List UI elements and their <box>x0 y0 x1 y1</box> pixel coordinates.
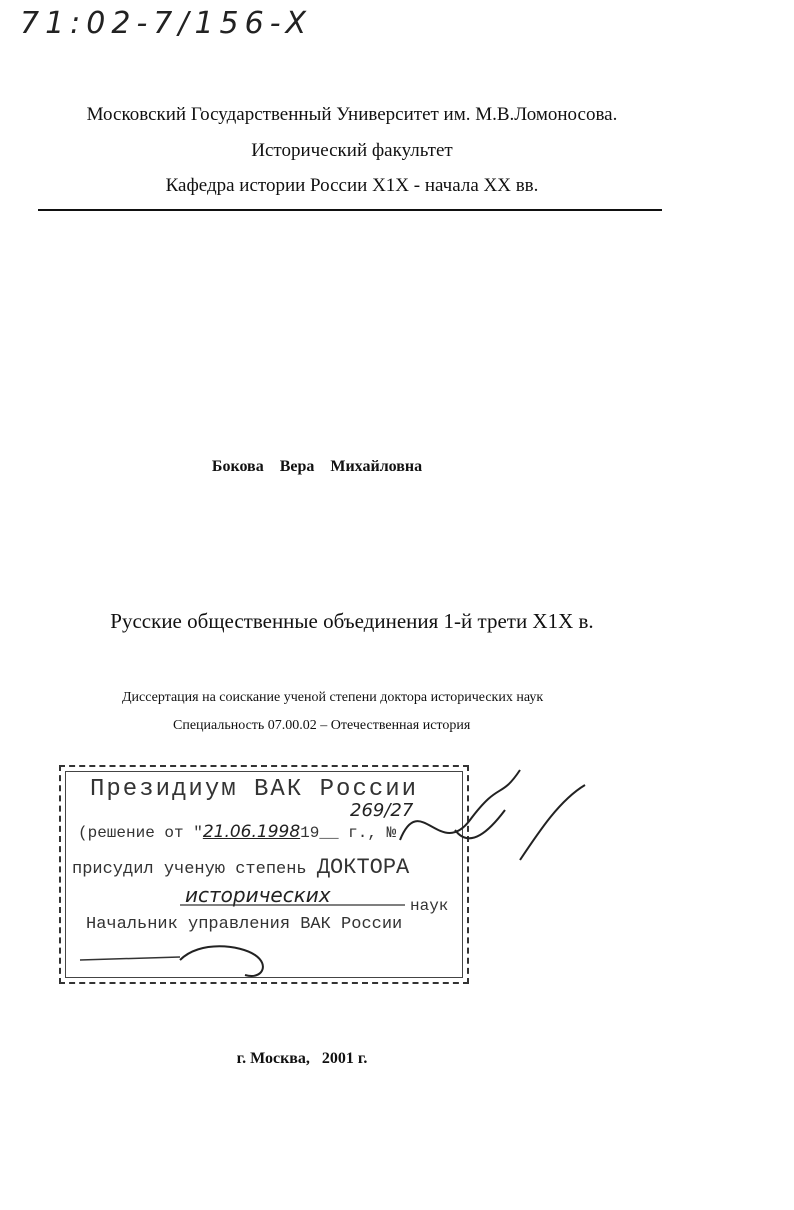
signature-stroke-main <box>400 770 520 840</box>
department-name: Кафедра истории России Х1Х - начала ХХ вв. <box>165 175 539 196</box>
archive-code: 71:02-7/156-X <box>20 6 313 41</box>
place-date: г. Москва, 2001 г. <box>236 1050 368 1067</box>
faculty-name: Исторический факультет <box>251 140 453 161</box>
stamp-degree-prefix: присудил ученую степень <box>72 860 307 879</box>
stamp-decision-number: 269/27 <box>350 800 414 821</box>
stamp-decision-date: 21.06.1998 <box>202 822 301 842</box>
stamp-decision-suffix: 19__ г., № <box>300 824 397 842</box>
signature-line <box>80 957 180 960</box>
university-name: Московский Государственный Университет им. М.В.Ломоносова. <box>86 104 618 125</box>
dissertation-info: Диссертация на соискание ученой степени доктора исторических наук <box>122 690 544 705</box>
stamp-line-head: Начальник управления ВАК России <box>86 915 403 934</box>
stamp-line-nauk: наук <box>410 897 449 915</box>
thesis-title: Русские общественные объединения 1-й трети Х1Х в. <box>110 609 594 633</box>
author-name: Бокова Вера Михайловна <box>211 458 423 475</box>
signature-stroke-right <box>520 785 585 860</box>
stamp-degree: ДОКТОРА <box>316 855 410 880</box>
stamp-field-handwritten: исторических <box>185 883 331 907</box>
stamp-line-presidium: Президиум ВАК России <box>90 776 419 803</box>
specialty: Специальность 07.00.02 – Отечественная история <box>173 718 471 733</box>
signature-stroke-loop <box>180 946 263 976</box>
stamp-decision-prefix: (решение от " <box>78 824 203 842</box>
